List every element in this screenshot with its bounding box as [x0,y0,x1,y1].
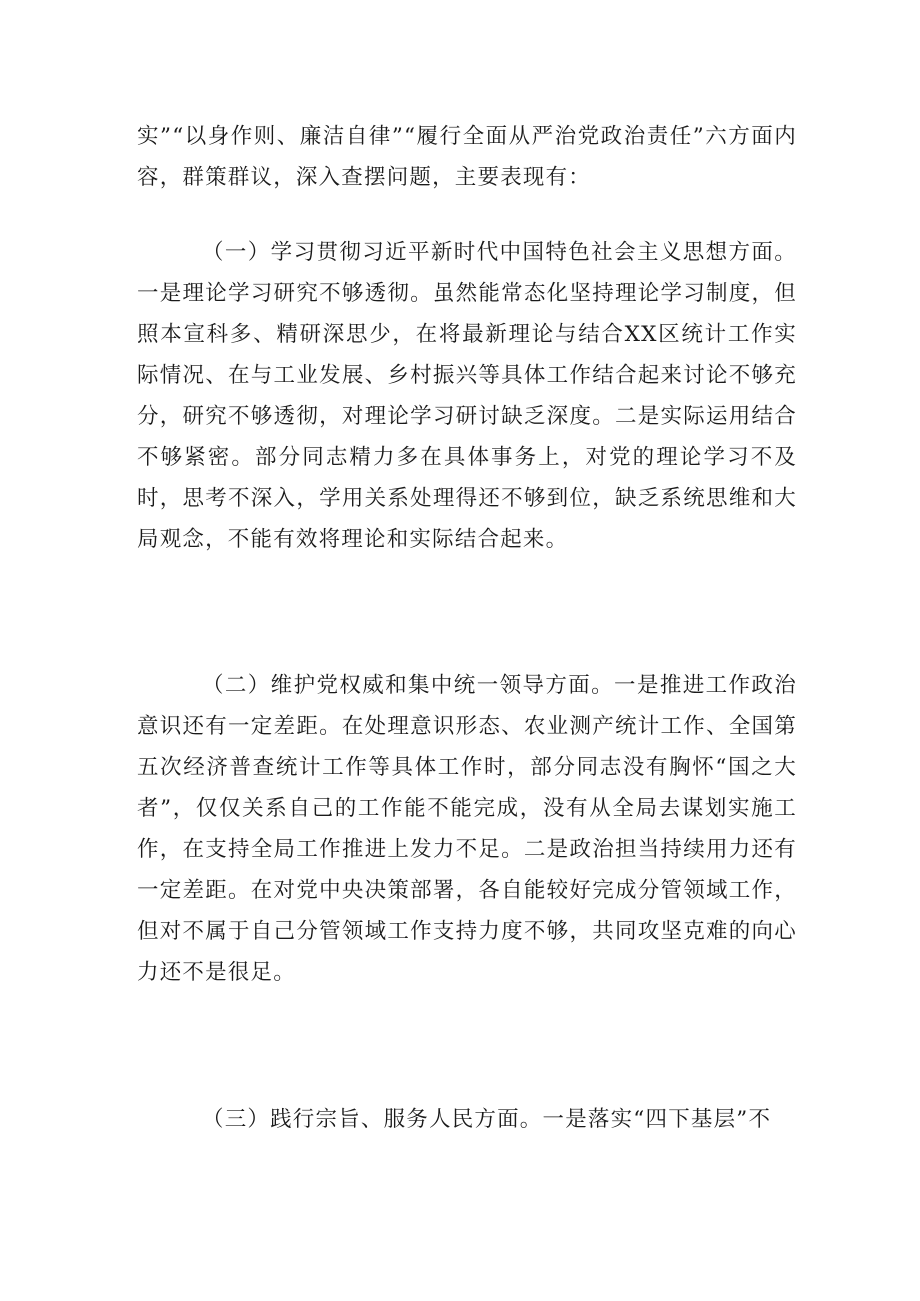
paragraph-section-2: （二）维护党权威和集中统一领导方面。一是推进工作政治意识还有一定差距。在处理意识形态、农业测产统计工作、全国第五次经济普查统计工作等具体工作时，部分同志没有胸怀“国之大者”，仅仅关系自己的工作能不能完成，没有从全局去谋划实施工作，在支持全局工作推进上发力不足。二是政治担当持续用力还有一定差距。在对党中央决策部署，各自能较好完成分管领域工作，但对不属于自己分管领域工作支持力度不够，共同攻坚克难的向心力还不是很足。 [137,673,797,985]
paragraph-intro-continuation: 实”“以身作则、廉洁自律”“履行全面从严治党政治责任”六方面内容，群策群议，深入查摆问题，主要表现有： [137,124,797,190]
paragraph-section-3: （三）践行宗旨、服务人民方面。一是落实“四下基层”不 [202,1107,772,1132]
paragraph-section-1: （一）学习贯彻习近平新时代中国特色社会主义思想方面。一是理论学习研究不够透彻。虽然能常态化坚持理论学习制度，但照本宣科多、精研深思少，在将最新理论与结合XX区统计工作实际情况、在与工业发展、乡村振兴等具体工作结合起来讨论不够充分，研究不够透彻，对理论学习研讨缺乏深度。二是实际运用结合不够紧密。部分同志精力多在具体事务上，对党的理论学习不及时，思考不深入，学用关系处理得还不够到位，缺乏系统思维和大局观念，不能有效将理论和实际结合起来。 [137,240,797,552]
